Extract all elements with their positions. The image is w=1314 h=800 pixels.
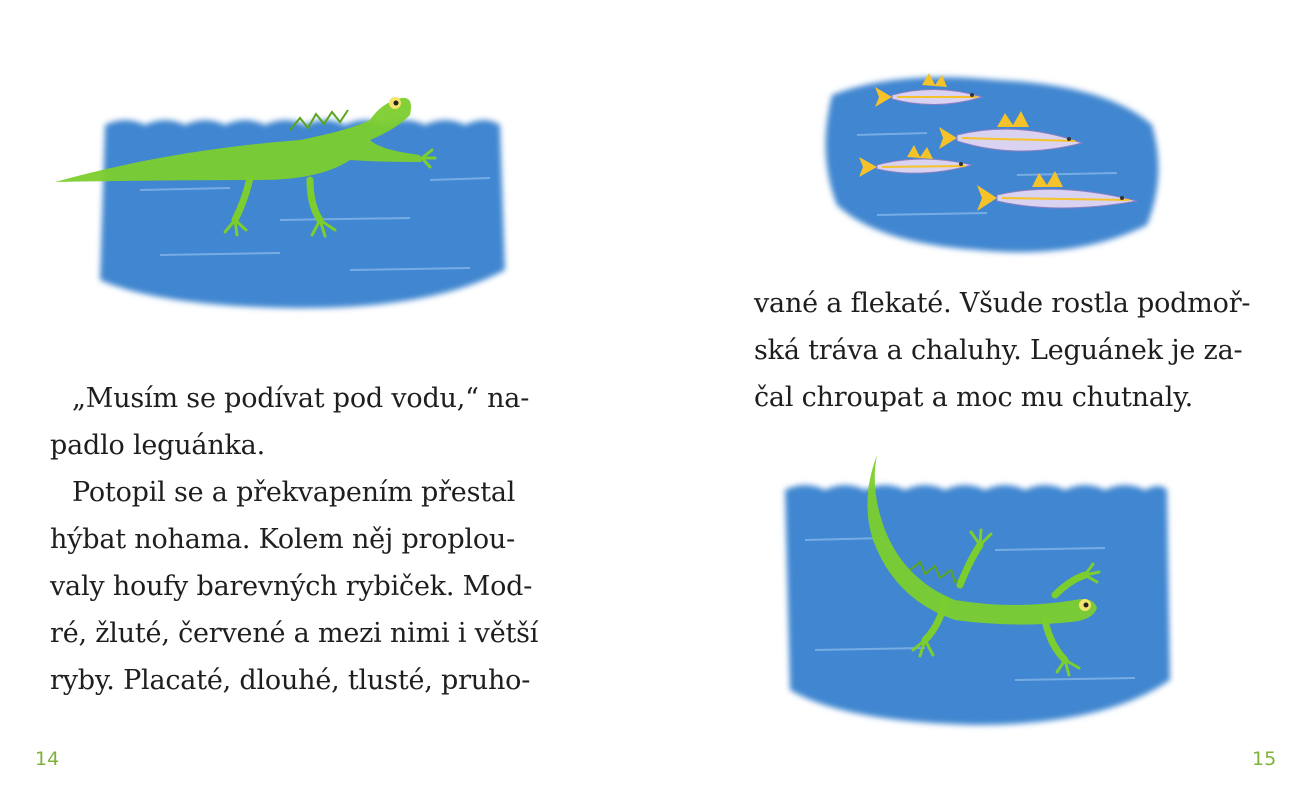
illustration-fish-school bbox=[817, 65, 1167, 265]
text-line: valy houfy barevných rybiček. Mod- bbox=[50, 571, 533, 602]
text-line: padlo leguánka. bbox=[50, 430, 265, 461]
right-page-text bbox=[754, 280, 1250, 421]
text-line: ská tráva a chaluhy. Leguánek je za- bbox=[754, 335, 1243, 366]
illustration-iguana-swimming-surface bbox=[50, 70, 520, 320]
page-number-right: 15 bbox=[1252, 748, 1277, 770]
left-page-text bbox=[50, 375, 538, 704]
text-line: čal chroupat a moc mu chutnaly. bbox=[754, 382, 1194, 413]
text-line: Potopil se a překvapením přestal bbox=[72, 477, 516, 508]
text-line: ryby. Placaté, dlouhé, tlusté, pruho- bbox=[50, 665, 531, 696]
text-line: hýbat nohama. Kolem něj proplou- bbox=[50, 524, 516, 555]
page-number-left: 14 bbox=[35, 748, 60, 770]
right-page bbox=[657, 0, 1314, 800]
text-line: vané a flekaté. Všude rostla podmoř- bbox=[754, 288, 1251, 319]
text-line: ré, žluté, červené a mezi nimi i větší bbox=[50, 618, 539, 649]
text-line: „Musím se podívat pod vodu,“ na- bbox=[72, 383, 530, 414]
illustration-iguana-diving bbox=[775, 450, 1175, 740]
